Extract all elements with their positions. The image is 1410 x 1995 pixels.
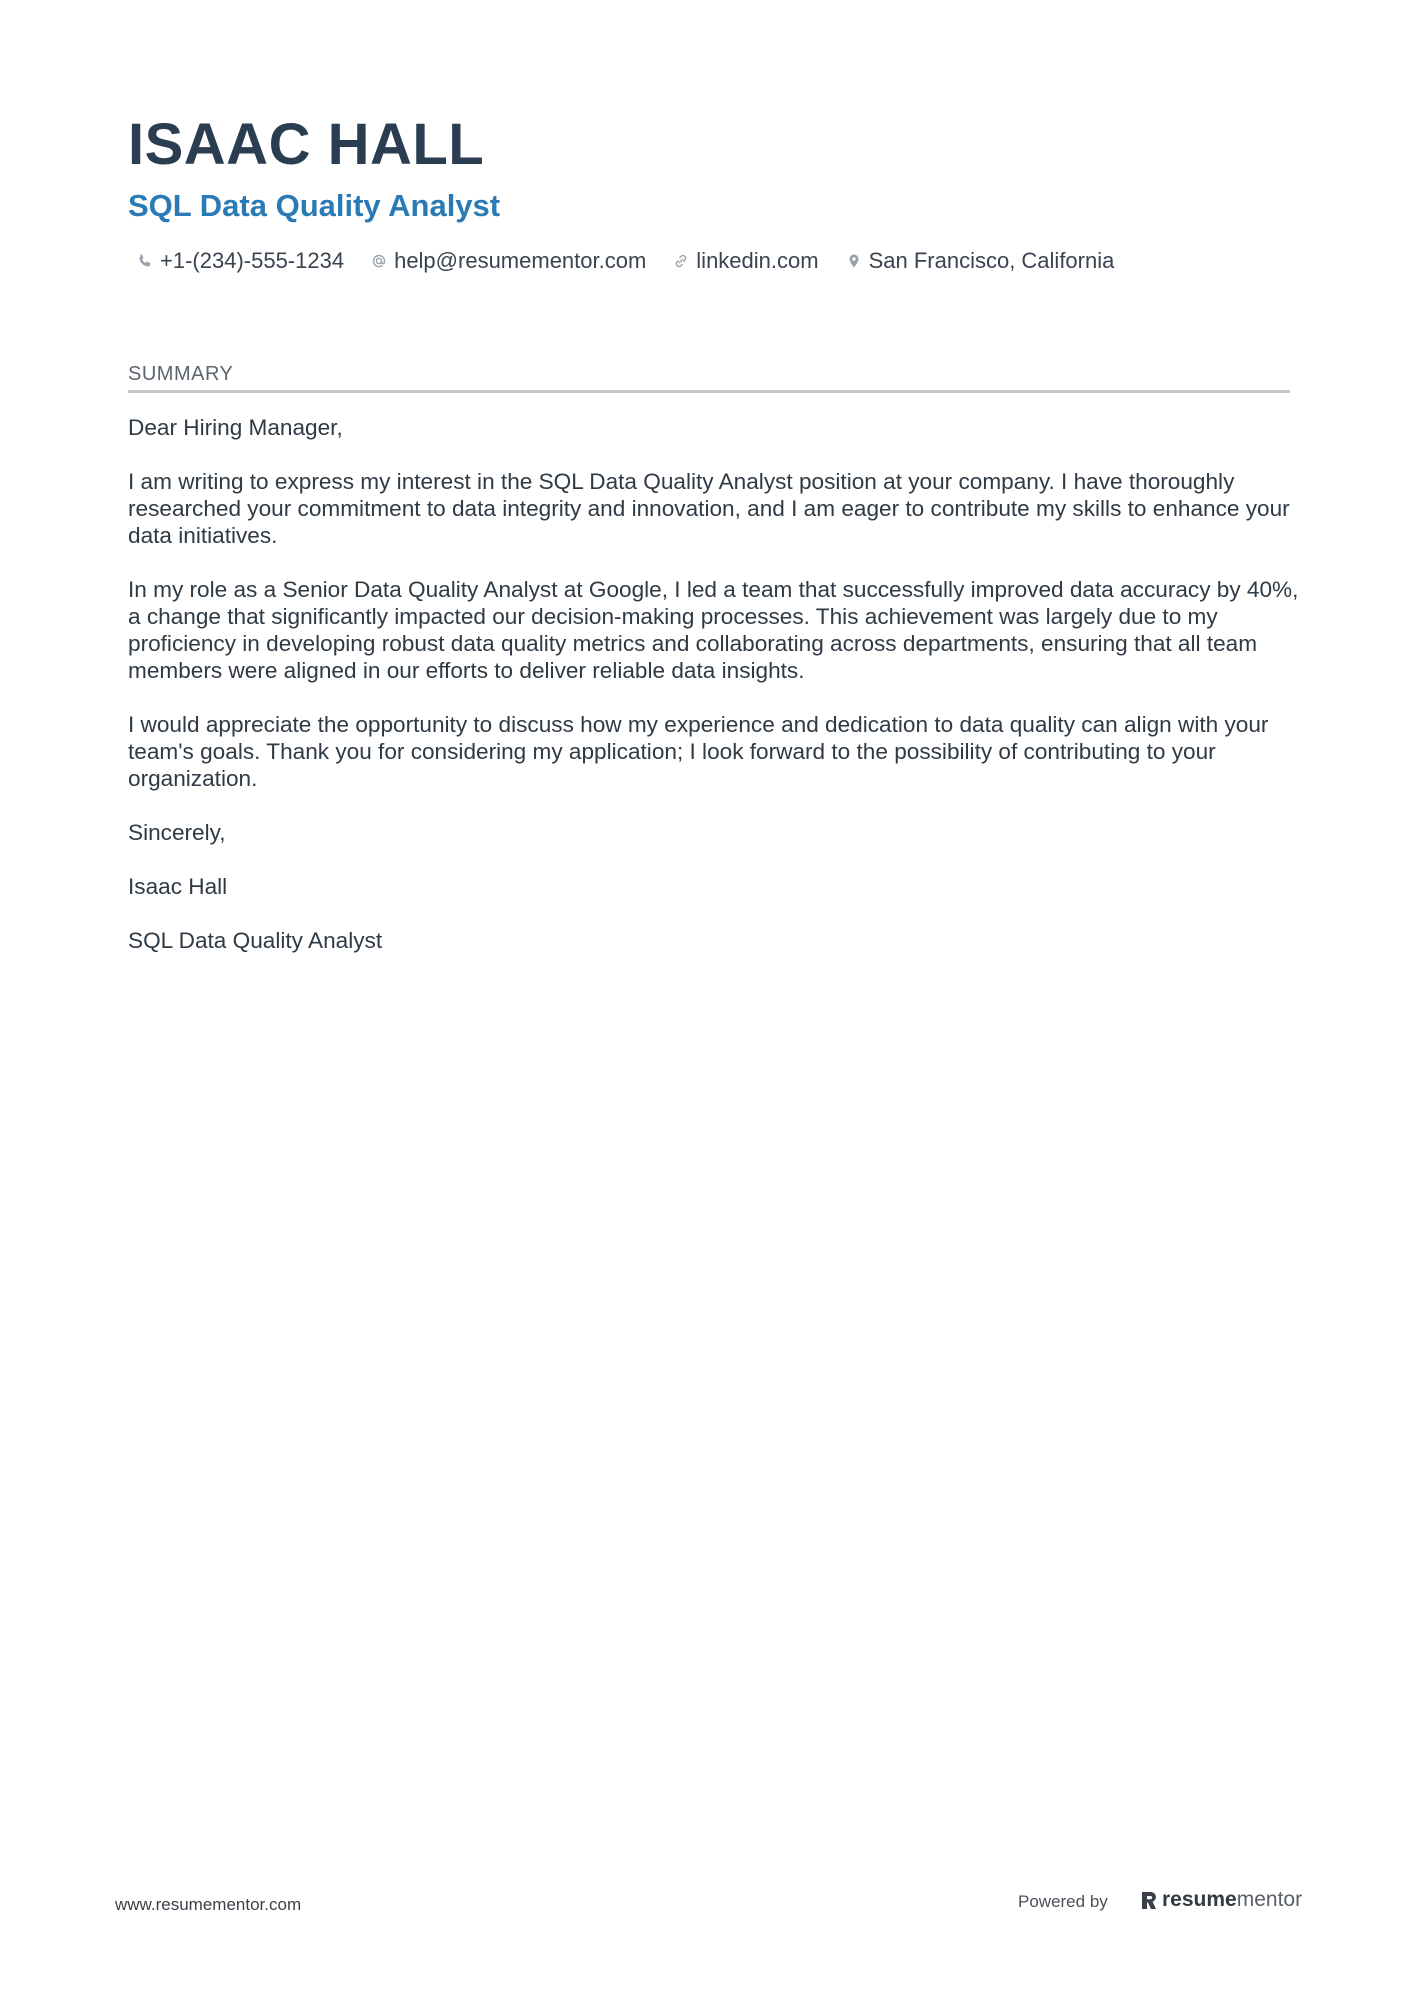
contact-email: [370, 246, 646, 276]
link-icon: [672, 252, 690, 270]
section-title-summary: SUMMARY: [128, 360, 1290, 393]
signature-name: Isaac Hall: [128, 874, 228, 899]
location-text: San Francisco, California: [868, 248, 1115, 273]
location-pin-icon: [845, 252, 863, 270]
contact-phone: [136, 246, 344, 276]
phone-text[interactable]: +1-(234)-555-1234: [160, 248, 345, 273]
contact-bar: [136, 246, 1140, 276]
candidate-name: ISAAC HALL: [128, 112, 485, 177]
linkedin-text[interactable]: linkedin.com: [696, 248, 819, 273]
brand-name-light: mentor: [1236, 1888, 1303, 1911]
signature-title: SQL Data Quality Analyst: [128, 928, 383, 953]
letter-closing: Sincerely,: [128, 820, 226, 845]
powered-by-label: Powered by: [1018, 1892, 1108, 1911]
letter-paragraph: In my role as a Senior Data Quality Analyst at Google, I led a team that successfully improved data accuracy by 40%, a change that significantly impacted our decision-making processes. This achievement was largely due to my proficiency in developing robust data quality metrics and collaborating across departments, ensuring that all team members were aligned in our efforts to deliver reliable data insights.: [128, 577, 1299, 683]
email-text[interactable]: help@resumementor.com: [394, 248, 647, 273]
brand-name-bold: resume: [1162, 1888, 1237, 1911]
letter-paragraph: I am writing to express my interest in the SQL Data Quality Analyst position at your company. I have thoroughly researched your commitment to data integrity and innovation, and I am eager to contribute my skills to enhance your data initiatives.: [128, 469, 1290, 548]
footer-website-link[interactable]: www.resumementor.com: [115, 1895, 302, 1914]
phone-icon: [136, 252, 154, 270]
letter-paragraph: I would appreciate the opportunity to discuss how my experience and dedication to data quality can align with your team's goals. Thank you for considering my application; I look forward to the possibility of contributing to your organization.: [128, 712, 1269, 791]
candidate-job-title: SQL Data Quality Analyst: [128, 188, 501, 223]
letter-greeting: Dear Hiring Manager,: [128, 415, 343, 440]
contact-linkedin: [672, 246, 818, 276]
contact-location: [845, 246, 1115, 276]
resumementor-logo-icon: [1140, 1889, 1158, 1911]
brand-logo[interactable]: [1140, 1886, 1302, 1914]
at-icon: [370, 252, 388, 270]
letter-body: [128, 414, 1308, 981]
